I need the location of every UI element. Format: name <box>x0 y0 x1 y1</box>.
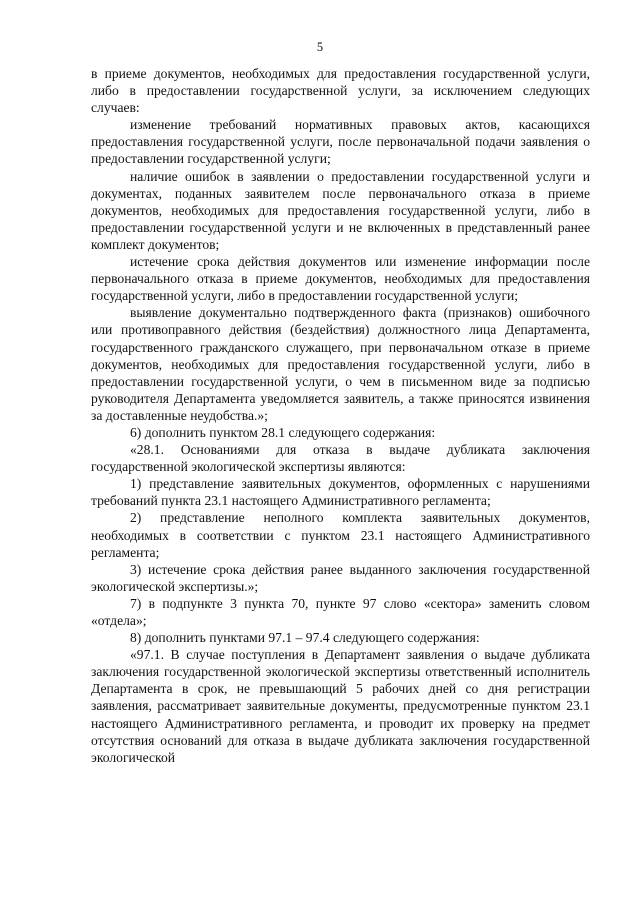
paragraph-continuation: в приеме документов, необходимых для предоставления государственной услуги, либо в предоставлении государственной услуги, за исключением следующих случаев: <box>91 66 590 116</box>
paragraph-exception-2: наличие ошибок в заявлении о предоставлении государственной услуги и документах, поданных заявителем после первоначального отказа в приеме документов, необходимых для предоставления государственной услуги, либо в предоставлении государственной услуги и не включенных в представленный ранее комплект документов; <box>91 168 590 252</box>
page-number: 5 <box>316 40 324 54</box>
paragraph-ground-3: 3) истечение срока действия ранее выданного заключения государственной экологической экспертизы.»; <box>91 561 590 594</box>
paragraph-clause-97-1: «97.1. В случае поступления в Департамент заявления о выдаче дубликата заключения государственной экологической экспертизы ответственный исполнитель Департамента в срок, не превышающий 5 рабочих дней со дня регистрации заявления, рассматривает заявительные документы, предусмотренные пунктом 23.1 настоящего Административного регламента, и проводит их проверку на предмет отсутствия оснований для отказа в выдаче дубликата заключения государственной экологической <box>91 647 590 765</box>
paragraph-ground-1: 1) представление заявительных документов, оформленных с нарушениями требований пункта 23.1 настоящего Административного регламента; <box>91 476 590 509</box>
paragraph-item-8: 8) дополнить пунктами 97.1 – 97.4 следующего содержания: <box>130 630 480 646</box>
paragraph-clause-28-1: «28.1. Основаниями для отказа в выдаче дубликата заключения государственной экологической экспертизы являются: <box>91 442 590 475</box>
document-body <box>91 65 590 766</box>
paragraph-exception-1: изменение требований нормативных правовых актов, касающихся предоставления государственной услуги, после первоначальной подачи заявления о предоставлении государственной услуги; <box>91 117 590 167</box>
paragraph-exception-3: истечение срока действия документов или изменение информации после первоначального отказа в приеме документов, необходимых для предоставления государственной услуги, либо в предоставлении государственной услуги; <box>91 254 590 304</box>
paragraph-item-6: 6) дополнить пунктом 28.1 следующего содержания: <box>130 424 436 440</box>
paragraph-item-7: 7) в подпункте 3 пункта 70, пункте 97 слово «сектора» заменить словом «отдела»; <box>91 595 590 628</box>
paragraph-exception-4: выявление документально подтвержденного факта (признаков) ошибочного или противоправного действия (бездействия) должностного лица Департамента, государственного гражданского служащего, при первоначальном отказе в приеме документов, необходимых для предоставления государственной услуги, либо в предоставлении государственной услуги, о чем в письменном виде за подписью руководителя Департамента уведомляется заявитель, а также приносятся извинения за доставленные неудобства.»; <box>91 305 590 423</box>
paragraph-ground-2: 2) представление неполного комплекта заявительных документов, необходимых в соответствии с пунктом 23.1 настоящего Административного регламента; <box>91 510 590 560</box>
